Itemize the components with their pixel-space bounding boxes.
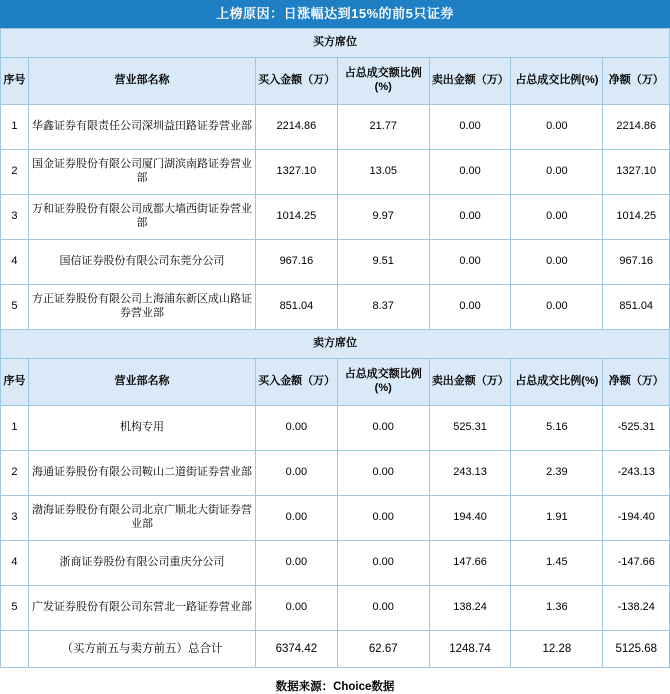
cell-branch-name: 渤海证券股份有限公司北京广顺北大街证券营业部 <box>28 496 255 541</box>
cell-branch-name: 万和证券股份有限公司成都大墙西街证券营业部 <box>28 195 255 240</box>
cell-buy-amount: 1327.10 <box>256 150 337 195</box>
cell-net: 851.04 <box>603 285 670 330</box>
cell-sell-amount: 0.00 <box>429 195 510 240</box>
cell-buy-amount: 967.16 <box>256 240 337 285</box>
table-row <box>1 105 670 150</box>
col-net: 净额（万） <box>603 359 670 406</box>
cell-net: -525.31 <box>603 406 670 451</box>
cell-buy-amount: 1014.25 <box>256 195 337 240</box>
section-header-buy <box>1 29 670 58</box>
cell-seq: 2 <box>1 150 29 195</box>
cell-net: -243.13 <box>603 451 670 496</box>
cell-sell-pct: 1.91 <box>511 496 603 541</box>
table-row <box>1 195 670 240</box>
cell-seq: 3 <box>1 195 29 240</box>
table-row <box>1 406 670 451</box>
col-buy-pct: 占总成交额比例(%) <box>337 359 429 406</box>
col-sell-amount: 卖出金额（万） <box>429 359 510 406</box>
cell-sell-pct: 2.39 <box>511 451 603 496</box>
cell-buy-pct: 8.37 <box>337 285 429 330</box>
cell-net: -194.40 <box>603 496 670 541</box>
cell-seq: 1 <box>1 105 29 150</box>
col-buy-amount: 买入金额（万） <box>256 58 337 105</box>
col-buy-pct: 占总成交额比例(%) <box>337 58 429 105</box>
section-header-sell-label: 卖方席位 <box>1 330 670 359</box>
table-row <box>1 496 670 541</box>
cell-seq: 1 <box>1 406 29 451</box>
cell-sell-amount: 0.00 <box>429 105 510 150</box>
table-row <box>1 451 670 496</box>
section-header-sell <box>1 330 670 359</box>
total-buy-amount: 6374.42 <box>256 631 337 668</box>
cell-buy-pct: 0.00 <box>337 451 429 496</box>
col-sell-pct: 占总成交比例(%) <box>511 58 603 105</box>
cell-sell-pct: 0.00 <box>511 195 603 240</box>
cell-seq: 4 <box>1 541 29 586</box>
cell-net: 2214.86 <box>603 105 670 150</box>
cell-sell-amount: 0.00 <box>429 240 510 285</box>
total-sell-amount: 1248.74 <box>429 631 510 668</box>
table-row <box>1 240 670 285</box>
cell-branch-name: 方正证券股份有限公司上海浦东新区成山路证券营业部 <box>28 285 255 330</box>
cell-buy-pct: 13.05 <box>337 150 429 195</box>
col-branch-name: 营业部名称 <box>28 58 255 105</box>
cell-branch-name: 国金证券股份有限公司厦门湖滨南路证券营业部 <box>28 150 255 195</box>
cell-net: -138.24 <box>603 586 670 631</box>
cell-branch-name: 机构专用 <box>28 406 255 451</box>
cell-branch-name: 浙商证券股份有限公司重庆分公司 <box>28 541 255 586</box>
cell-buy-amount: 851.04 <box>256 285 337 330</box>
cell-branch-name: 海通证券股份有限公司鞍山二道街证券营业部 <box>28 451 255 496</box>
column-header-row-buy <box>1 58 670 105</box>
cell-sell-amount: 0.00 <box>429 150 510 195</box>
cell-buy-pct: 0.00 <box>337 541 429 586</box>
cell-net: -147.66 <box>603 541 670 586</box>
cell-sell-pct: 0.00 <box>511 240 603 285</box>
table-row <box>1 285 670 330</box>
cell-buy-amount: 0.00 <box>256 541 337 586</box>
cell-buy-pct: 0.00 <box>337 586 429 631</box>
section-header-buy-label: 买方席位 <box>1 29 670 58</box>
col-seq: 序号 <box>1 359 29 406</box>
cell-buy-amount: 0.00 <box>256 496 337 541</box>
cell-buy-pct: 9.51 <box>337 240 429 285</box>
total-row <box>1 631 670 668</box>
cell-buy-pct: 0.00 <box>337 406 429 451</box>
col-sell-amount: 卖出金额（万） <box>429 58 510 105</box>
cell-sell-pct: 0.00 <box>511 150 603 195</box>
table-row <box>1 541 670 586</box>
page-title: 上榜原因：日涨幅达到15%的前5只证券 <box>0 0 670 28</box>
table-row <box>1 586 670 631</box>
cell-seq: 2 <box>1 451 29 496</box>
col-seq: 序号 <box>1 58 29 105</box>
cell-seq: 5 <box>1 285 29 330</box>
col-branch-name: 营业部名称 <box>28 359 255 406</box>
cell-buy-pct: 21.77 <box>337 105 429 150</box>
total-buy-pct: 62.67 <box>337 631 429 668</box>
cell-seq: 3 <box>1 496 29 541</box>
data-source-footer: 数据来源：Choice数据 <box>275 681 395 693</box>
cell-branch-name: 华鑫证券有限责任公司深圳益田路证券营业部 <box>28 105 255 150</box>
cell-sell-pct: 0.00 <box>511 105 603 150</box>
cell-seq: 4 <box>1 240 29 285</box>
cell-buy-amount: 0.00 <box>256 586 337 631</box>
col-net: 净额（万） <box>603 58 670 105</box>
cell-sell-pct: 1.45 <box>511 541 603 586</box>
col-buy-amount: 买入金额（万） <box>256 359 337 406</box>
cell-sell-amount: 0.00 <box>429 285 510 330</box>
cell-sell-pct: 0.00 <box>511 285 603 330</box>
cell-sell-pct: 5.16 <box>511 406 603 451</box>
cell-net: 967.16 <box>603 240 670 285</box>
cell-sell-pct: 1.36 <box>511 586 603 631</box>
cell-buy-pct: 0.00 <box>337 496 429 541</box>
cell-seq-empty <box>1 631 29 668</box>
cell-buy-amount: 0.00 <box>256 406 337 451</box>
col-sell-pct: 占总成交比例(%) <box>511 359 603 406</box>
cell-net: 1327.10 <box>603 150 670 195</box>
cell-sell-amount: 147.66 <box>429 541 510 586</box>
cell-branch-name: 广发证券股份有限公司东营北一路证券营业部 <box>28 586 255 631</box>
cell-seq: 5 <box>1 586 29 631</box>
cell-sell-amount: 243.13 <box>429 451 510 496</box>
table-row <box>1 150 670 195</box>
cell-branch-name: 国信证券股份有限公司东莞分公司 <box>28 240 255 285</box>
cell-buy-amount: 2214.86 <box>256 105 337 150</box>
total-sell-pct: 12.28 <box>511 631 603 668</box>
cell-buy-pct: 9.97 <box>337 195 429 240</box>
cell-sell-amount: 138.24 <box>429 586 510 631</box>
column-header-row-sell <box>1 359 670 406</box>
cell-sell-amount: 525.31 <box>429 406 510 451</box>
lhb-table <box>0 28 670 668</box>
cell-buy-amount: 0.00 <box>256 451 337 496</box>
cell-net: 1014.25 <box>603 195 670 240</box>
total-net: 5125.68 <box>603 631 670 668</box>
total-label: （买方前五与卖方前五）总合计 <box>28 631 255 668</box>
cell-sell-amount: 194.40 <box>429 496 510 541</box>
